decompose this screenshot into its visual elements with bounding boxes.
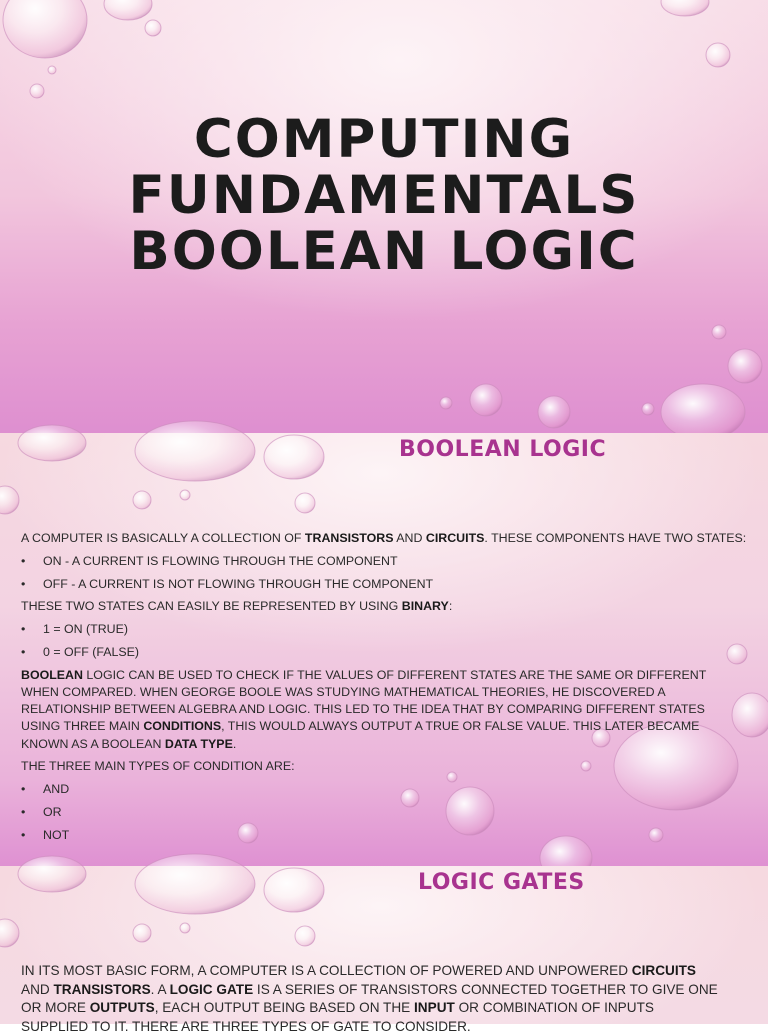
title-line: COMPUTING (193, 109, 575, 170)
slide-heading: BOOLEAN LOGIC (399, 437, 607, 462)
bullet: • (21, 576, 26, 591)
bullet: • (21, 644, 26, 659)
bullet: • (21, 804, 26, 819)
list-item: • OR (21, 804, 741, 821)
boolean-paragraph: BOOLEAN LOGIC CAN BE USED TO CHECK IF THE VALUES OF DIFFERENT STATES ARE THE SAME OR DIFFERENT WHEN COMPARED. WHEN GEORGE BOOLE WAS STUDYING MATHEMATICAL THEORIES, HE DISCOVERED A RELATIONSHIP BETWEEN ALGEBRA AND LOGIC. THIS LED TO THE IDEA THAT BY COMPARING DIFFERENT STATES USING THREE MAIN CONDITIONS, THIS WOULD ALWAYS OUTPUT A TRUE OR FALSE VALUE. THIS LATER BECAME KNOWN AS A BOOLEAN DATA TYPE. (21, 667, 707, 751)
gates-paragraph: IN ITS MOST BASIC FORM, A COMPUTER IS A COLLECTION OF POWERED AND UNPOWERED CIRCUITS AND TRANSISTORS. A LOGIC GATE IS A SERIES OF TRANSISTORS CONNECTED TOGETHER TO GIVE ONE OR MORE OUTPUTS, EACH OUTPUT BEING BASED ON THE INPUT OR COMBINATION OF INPUTS SUPPLIED TO IT. THERE ARE THREE TYPES OF GATE TO CONSIDER. (21, 963, 718, 1034)
binary-paragraph: THESE TWO STATES CAN EASILY BE REPRESENTED BY USING BINARY: (21, 599, 453, 614)
title-line: FUNDAMENTALS (128, 165, 640, 226)
list-item: • NOT (21, 827, 741, 844)
title-slide (0, 0, 768, 433)
list-item: • 1 = ON (TRUE) (21, 621, 741, 638)
bullet: • (21, 622, 26, 637)
slide-body (21, 962, 741, 1036)
list-item: • AND (21, 781, 741, 798)
boolean-logic-slide (0, 433, 768, 866)
bullet: • (21, 827, 26, 842)
logic-gates-slide (0, 866, 768, 1034)
list-item: • 0 = OFF (FALSE) (21, 644, 741, 661)
conditions-intro: THE THREE MAIN TYPES OF CONDITION ARE: (21, 759, 295, 774)
list-item: • ON - A CURRENT IS FLOWING THROUGH THE COMPONENT (21, 553, 741, 570)
title-line: BOOLEAN LOGIC (129, 221, 639, 282)
intro-paragraph: A COMPUTER IS BASICALLY A COLLECTION OF TRANSISTORS AND CIRCUITS. THESE COMPONENTS HAVE TWO STATES: (21, 531, 747, 545)
bullet: • (21, 782, 26, 797)
slide-heading: LOGIC GATES (418, 870, 585, 895)
bullet: • (21, 553, 26, 568)
list-item: • OFF - A CURRENT IS NOT FLOWING THROUGH THE COMPONENT (21, 576, 741, 593)
slide-body (21, 530, 747, 850)
presentation-title (0, 109, 768, 282)
